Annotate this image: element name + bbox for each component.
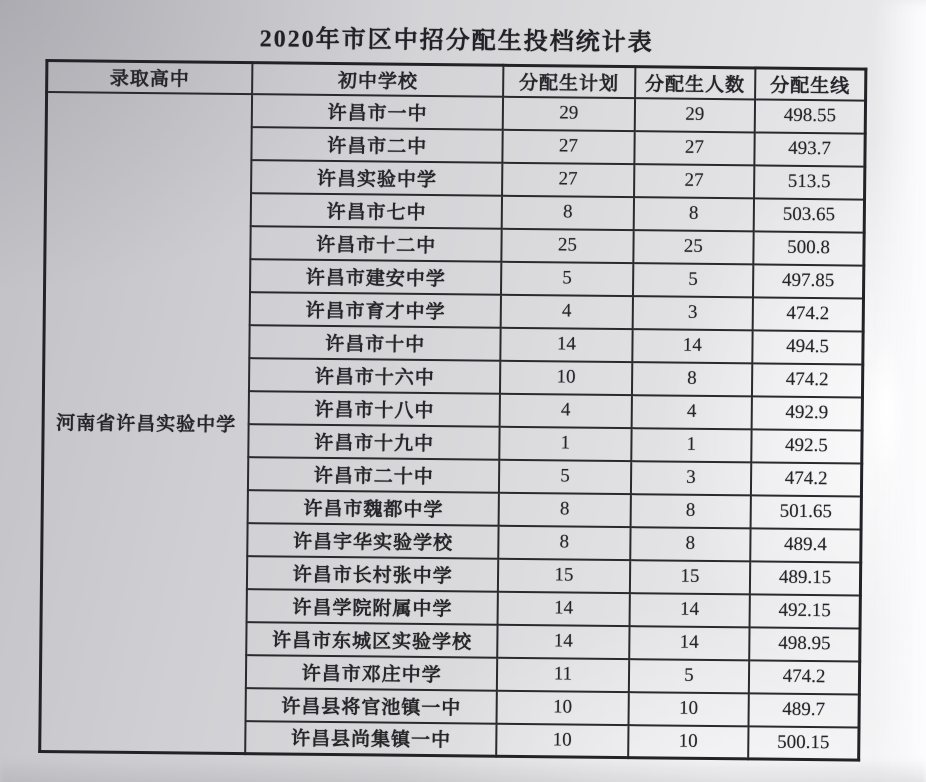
junior-school-cell: 许昌县将官池镇一中 [246,688,497,724]
junior-school-cell: 许昌市魏都中学 [248,490,499,526]
junior-school-cell: 许昌实验中学 [251,160,502,196]
junior-school-cell: 许昌宇华实验学校 [248,523,499,559]
document-title: 2020年市区中招分配生投档统计表 [259,26,654,57]
plan-cell: 4 [501,294,633,328]
junior-school-cell: 许昌市十六中 [249,358,500,394]
plan-cell: 27 [502,162,634,196]
plan-cell: 14 [497,624,629,658]
count-cell: 8 [633,197,754,231]
count-cell: 29 [634,98,755,132]
document-sheet [38,6,868,762]
count-cell: 27 [634,131,755,165]
admit-school-cell: 河南省许昌实验中学 [40,92,253,754]
junior-school-cell: 许昌市邓庄中学 [246,655,497,691]
junior-school-cell: 许昌市一中 [252,94,503,130]
allocation-table [38,59,867,762]
line-cell: 474.2 [749,660,860,694]
junior-school-cell: 许昌市东城区实验学校 [246,622,497,658]
header-junior-school: 初中学校 [252,63,503,97]
count-cell: 10 [628,725,749,759]
plan-cell: 5 [499,459,631,493]
plan-cell: 25 [502,228,634,262]
line-cell: 474.2 [753,297,864,331]
count-cell: 15 [630,560,751,594]
line-cell: 503.65 [754,198,865,232]
line-cell: 513.5 [754,165,865,199]
line-cell: 500.15 [748,726,859,760]
line-cell: 498.55 [755,99,866,133]
junior-school-cell: 许昌县尚集镇一中 [245,721,496,757]
line-cell: 492.5 [751,429,862,463]
plan-cell: 27 [503,129,635,163]
count-cell: 14 [629,593,750,627]
line-cell: 501.65 [751,495,862,529]
count-cell: 8 [630,527,751,561]
line-cell: 494.5 [752,330,863,364]
junior-school-cell: 许昌市十八中 [249,391,500,427]
header-admit-school: 录取高中 [47,61,253,94]
count-cell: 4 [631,395,752,429]
count-cell: 10 [628,692,749,726]
plan-cell: 10 [497,690,629,724]
plan-cell: 5 [501,261,633,295]
plan-cell: 1 [499,426,631,460]
count-cell: 14 [632,329,753,363]
line-cell: 492.9 [752,396,863,430]
line-cell: 489.15 [750,561,861,595]
count-cell: 27 [634,164,755,198]
count-cell: 5 [633,263,754,297]
table-body [40,92,866,761]
plan-cell: 14 [500,327,632,361]
plan-cell: 11 [497,657,629,691]
plan-cell: 8 [499,492,631,526]
plan-cell: 29 [503,96,635,130]
junior-school-cell: 许昌学院附属中学 [247,589,498,625]
line-cell: 474.2 [751,462,862,496]
junior-school-cell: 许昌市十二中 [251,226,502,262]
plan-cell: 10 [496,723,628,757]
junior-school-cell: 许昌市二中 [252,127,503,163]
junior-school-cell: 许昌市七中 [251,193,502,229]
line-cell: 500.8 [753,231,864,265]
header-count: 分配生人数 [635,67,756,99]
line-cell: 489.4 [750,528,861,562]
header-plan: 分配生计划 [503,65,635,97]
plan-cell: 10 [500,360,632,394]
line-cell: 493.7 [754,132,865,166]
line-cell: 474.2 [752,363,863,397]
count-cell: 8 [630,494,751,528]
junior-school-cell: 许昌市长村张中学 [247,556,498,592]
count-cell: 25 [633,230,754,264]
paper-crease-highlight [856,300,916,520]
line-cell: 489.7 [749,693,860,727]
plan-cell: 14 [498,591,630,625]
junior-school-cell: 许昌市十九中 [249,424,500,460]
count-cell: 3 [631,461,752,495]
junior-school-cell: 许昌市二十中 [248,457,499,493]
junior-school-cell: 许昌市十中 [250,325,501,361]
plan-cell: 15 [498,558,630,592]
count-cell: 5 [628,659,749,693]
header-line: 分配生线 [755,68,866,100]
paper-bottom-shadow [0,758,926,782]
count-cell: 14 [629,626,750,660]
junior-school-cell: 许昌市建安中学 [250,259,501,295]
plan-cell: 8 [502,195,634,229]
plan-cell: 8 [498,525,630,559]
line-cell: 492.15 [750,594,861,628]
junior-school-cell: 许昌市育才中学 [250,292,501,328]
plan-cell: 4 [500,393,632,427]
count-cell: 8 [632,362,753,396]
count-cell: 1 [631,428,752,462]
count-cell: 3 [632,296,753,330]
line-cell: 498.95 [749,627,860,661]
line-cell: 497.85 [753,264,864,298]
